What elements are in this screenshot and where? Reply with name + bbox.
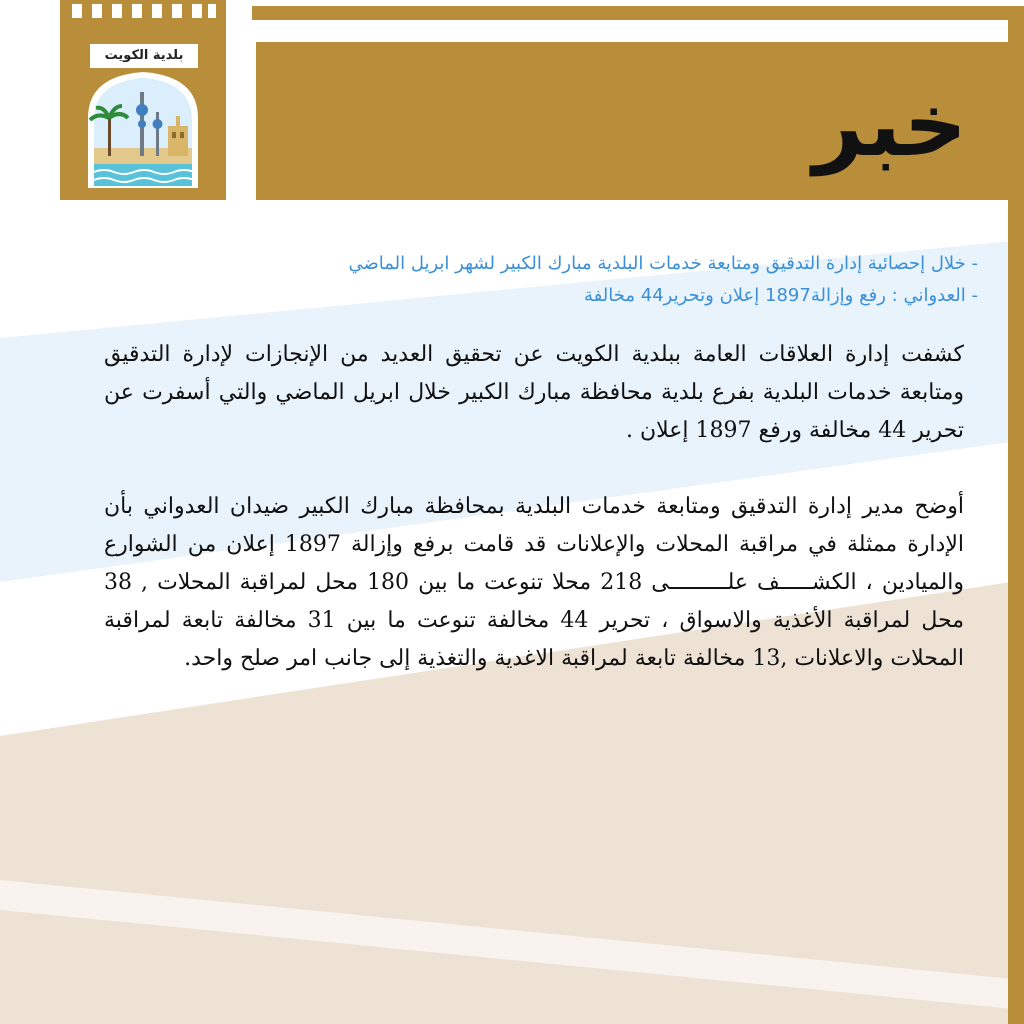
subheadings <box>138 248 978 312</box>
page-title: خبر <box>812 73 968 176</box>
kuwait-towers-emblem-icon <box>60 0 226 200</box>
gold-top-bar <box>252 6 1024 20</box>
paragraph-1: كشفت إدارة العلاقات العامة ببلدية الكويت عن تحقيق العديد من الإنجازات لإدارة التدقيق ومتابعة خدمات البلدية بفرع بلدية محافظة مبارك الكبير خلال ابريل الماضي والتي أسفرت عن تحرير 44 مخالفة ورفع 1897 إعلان . <box>104 342 964 443</box>
article-body <box>104 336 964 678</box>
paragraph-2: أوضح مدير إدارة التدقيق ومتابعة خدمات البلدية بمحافظة مبارك الكبير ضيدان العدواني بأن الإدارة ممثلة في مراقبة المحلات والإعلانات قد قامت برفع وإزالة 1897 إعلان من الشوارع والميادين ، الكشـــــف علـــــــــى 218 محلا تنوعت ما بين 180 محل لمراقبة المحلات , 38 محل لمراقبة الأغذية والاسواق ، تحرير 44 مخالفة تنوعت ما بين 31 مخالفة تابعة لمراقبة المحلات والاعلانات ,13 مخالفة تابعة لمراقبة الاغدية والتغذية إلى جانب امر صلح واحد. <box>104 494 964 671</box>
logo-text: بلدية الكويت <box>104 48 184 63</box>
municipality-logo <box>60 0 226 200</box>
subheading-1: - خلال إحصائية إدارة التدقيق ومتابعة خدمات البلدية مبارك الكبير لشهر ابريل الماضي <box>348 253 978 274</box>
subheading-2: - العدواني : رفع وإزالة1897 إعلان وتحرير44 مخالفة <box>584 285 978 306</box>
gold-right-border <box>1008 6 1024 1024</box>
